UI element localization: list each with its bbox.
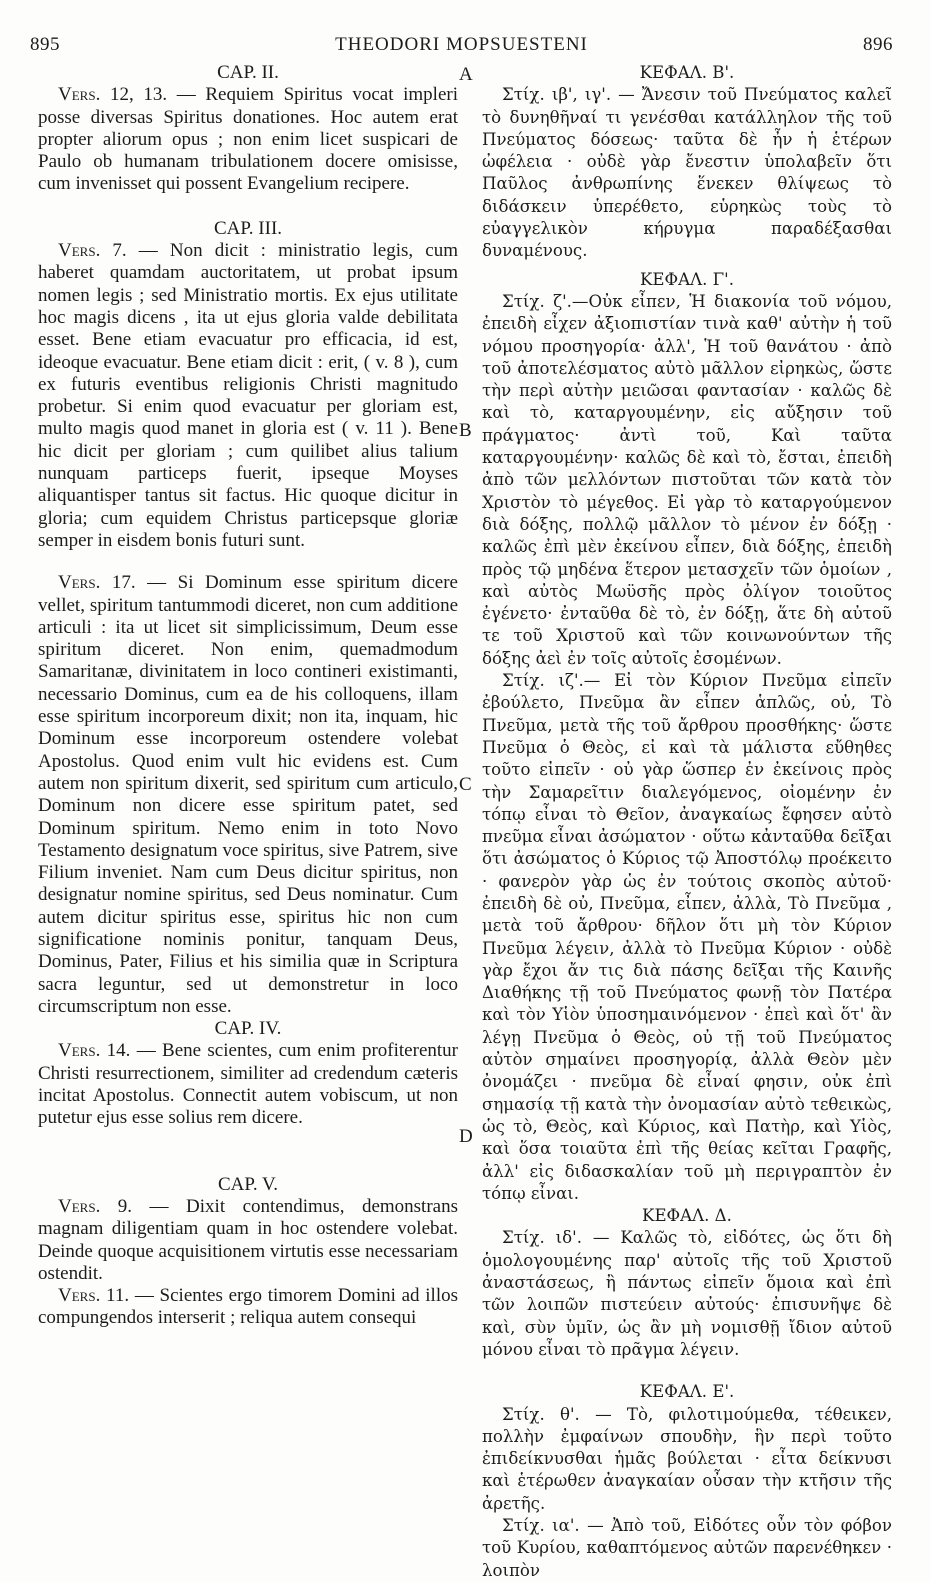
verse-paragraph: Στίχ. ζ'.—Οὐκ εἶπεν, Ἡ διακονία τοῦ νόμου, ἐπειδὴ εἶχεν ἀξιοπιστίαν τινὰ καθ' αὐτὴν ἡ τοῦ νόμου προσηγορία· ἀλλ', Ἡ τοῦ θανάτου · ἀπὸ τοῦ ἀποτελέσματος αὐτὸ μᾶλλον εἰρηκὼς, ὥστε τὴν περὶ αὐτὴν μειῶσαι φαντασίαν · καλῶς δὲ καὶ τὸ, καταργουμένην, εἰς αὔξησιν τοῦ πράγματος· ἀντὶ τοῦ, Καὶ ταῦτα καταργουμένην· καλῶς δὲ καὶ τὸ, ἔσται, ἐπειδὴ ἀπὸ τῶν μελλόντων πιστοῦται τῶν κατὰ τὸν Χριστὸν τὸ μέγεθος. Εἰ γὰρ τὸ καταργούμενον διὰ δόξης, πολλῷ μᾶλλον τὸ μένον ἐν δόξῃ · καλῶς ἐπὶ μὲν ἐκείνου εἶπεν, διὰ δόξης, ἐπειδὴ πρὸς τῷ μηδένα ἕτερον μετασχεῖν τῶν ὁμοίων , καὶ αὐτὸς Μωϋσῆς πρὸς ὀλίγον τοιοῦτος ἐγένετο· ἐνταῦθα δὲ τὸ, ἐν δόξῃ, ἅτε δὴ αὐτοῦ τε τοῦ Χριστοῦ καὶ τῶν κοινωνούντων τῆς δόξης ἀεὶ ἐν τοῖς αὐτοῖς ἐσομένων. bbox=[482, 291, 892, 668]
verse-text: — Scientes ergo timorem Domini ad illos compungendos interserit ; reliqua autem consequi bbox=[38, 1285, 458, 1329]
verse-label: Vers. 12, 13. bbox=[58, 84, 168, 106]
verse-paragraph: Στίχ. ια'. — Ἀπὸ τοῦ, Εἰδότες οὖν τὸν φόβον τοῦ Κυρίου, καθαπτόμενος αὐτῶν παρενέθηκεν · λοιπὸν bbox=[482, 1516, 892, 1580]
verse-text: — Dixit contendimus, demonstrans magnam diligentiam quam in hoc ostendere volebat. Deinde quoque acquisitionem virtutis esse necessariam ostendit. bbox=[38, 1195, 458, 1284]
verse-paragraph bbox=[38, 1196, 458, 1285]
verse-text: — Bene scientes, cum enim profiterentur Christi resurrectionem, similiter ad credendum cæteris incitat Apostolus. Connectit autem vobiscum, ut non putetur ejus esse solius rem dicere. bbox=[38, 1040, 458, 1129]
page-number-right: 896 bbox=[863, 34, 893, 55]
verse-label: Vers. 11. bbox=[58, 1285, 130, 1307]
chapter-heading: ΚΕΦΑΛ. Ε'. bbox=[639, 1382, 735, 1402]
verse-paragraph bbox=[38, 84, 458, 195]
verse-text: — Requiem Spiritus vocat impleri posse diversas Spiritus donationes. Hoc autem erat propter aliorum opus ; non enim licet suspicari de Paulo ob humanam tribulationem docere omisisse, cum invenisset qui possent Evangelium recipere. bbox=[38, 84, 458, 195]
verse-text: — Si Dominum esse spiritum dicere vellet, spiritum tantummodi diceret, non cum additione articuli : ita ut licet sit simplicissimum, Deum esse spiritum diceret. Non enim, quemadmodum Samaritanæ, divinitatem in loco contineri existimanti, necessario Dominus, cum ea de his colloquens, illam esse spiritum incorporeum dixit; non ita, inquam, hic Dominum esse incorporeum ostendere volebat Apostolus. Quod enim vult hic evidens est. Cum autem non spiritum dixerit, sed spiritum cum articulo, Dominum non dicere esse spiritum patet, sed Dominum spiritum. Nemo enim in toto Novo Testamento designatum voce spiritus, sive Patrem, sive Filium inveniet. Nam cum Deus dicitur spiritus, non designatur nomine spiritus, sed Deus nominatur. Cum autem dicitur spiritus esse, spiritus hic non cum significatione nominis ponitur, tanquam Deus, Dominus, Pater, Filius et his similia quæ in Scriptura sacra leguntur, sed ut demonstretur in loco circumscriptum non esse. bbox=[38, 572, 458, 1017]
verse-paragraph: Στίχ. ιδ'. — Καλῶς τὸ, εἰδότες, ὡς ὅτι δὴ ὁμολογουμένης παρ' αὐτοῖς τῆς τοῦ Χριστοῦ ἀναστάσεως, ἢ πάντως εἰπεῖν ὅμοια καὶ ἐπὶ τῶν λοιπῶν πιστεύειν αὐτούς· ἐπισυνῆψε δὲ καὶ, σὺν ὑμῖν, ὡς ἂν μὴ νομισθῇ ἴδιον αὐτοῦ μόνου εἶναι τὸ πρᾶγμα λέγειν. bbox=[482, 1228, 892, 1359]
latin-column bbox=[38, 62, 458, 1330]
verse-label: Vers. 14. bbox=[58, 1040, 131, 1062]
section-marker-d: D bbox=[459, 1126, 473, 1147]
verse-label: Vers. 7. bbox=[58, 240, 127, 262]
verse-text: — Non dicit : ministratio legis, cum haberet quamdam auctoritatem, ut probat ipsum nomen legis ; sed Ministratio mortis. Ex ejus utilitate hoc magis dicens , ita ut ejus gloria valde debilitata esset. Bene etiam evacuatur pro efficacia, id est, ideoque evacuatur. Bene etiam dicit : erit, ( v. 8 ), cum ex futuris eventibus religionis Christi magnitudo probetur. Si enim quod evacuatur per gloriam est, multo magis quod manet in gloria est ( v. 11 ). Bene hic dicit per gloriam ; cum quilibet alius talium nunquam particeps fuerit, ipseque Moyses aliquantisper tantus sit factus. Hic quoque dicitur in gloria; cum equidem Christus particepsque gloriæ semper in eisdem bonis futuri sunt. bbox=[38, 240, 458, 551]
verse-label: Vers. 17. bbox=[58, 572, 136, 594]
chapter-heading: ΚΕΦΑΛ. Δ. bbox=[642, 1206, 732, 1226]
chapter-heading: CAP. II. bbox=[217, 62, 279, 83]
verse-paragraph: Στίχ. θ'. — Τὸ, φιλοτιμούμεθα, τέθεικεν, πολλὴν ἐμφαίνων σπουδὴν, ἣν περὶ τοῦτο ἐπιδείκνυσθαι ἡμᾶς βούλεται · εἶτα δείκνυσι καὶ ἑτέρωθεν ἀναγκαίαν οὖσαν τὴν κτῆσιν τῆς ἀρετῆς. bbox=[482, 1404, 892, 1513]
chapter-heading: ΚΕΦΑΛ. Γ'. bbox=[640, 269, 734, 289]
chapter-heading: CAP. V. bbox=[217, 1173, 279, 1195]
section-marker-c: C bbox=[459, 774, 472, 795]
verse-paragraph: Στίχ. ιζ'.— Εἰ τὸν Κύριον Πνεῦμα εἰπεῖν ἐβούλετο, Πνεῦμα ἂν εἶπεν ἁπλῶς, οὐ, Τὸ Πνεῦμα, μετὰ τῆς τοῦ ἄρθρου προσθήκης· ὥστε Πνεῦμα ὁ Θεὸς, εἰ καὶ τὰ μάλιστα εὔθηθες τοῦτο εἰπεῖν · οὐ γὰρ ὥσπερ ἐν ἐκείνοις πρὸς τὴν Σαμαρεῖτιν διαλεγόμενος, οἰομένην ἐν τόπῳ εἶναι τὸ Θεῖον, ἀναγκαίως ἔφησεν αὐτὸ πνεῦμα εἶναι ἀσώματον · οὕτω κἀνταῦθα δεῖξαι ὅτι ἀσώματος ὁ Κύριος τῷ Ἀποστόλῳ προέκειτο · φανερὸν γὰρ ὡς ἐν τούτοις σκοπὸς αὐτοῦ· ἐπειδὴ δὲ οὐ, Πνεῦμα, εἶπεν, ἀλλὰ, Τὸ Πνεῦμα , μετὰ τοῦ ἄρθρου· δῆλον ὅτι μὴ τὸν Κύριον Πνεῦμα λέγειν, ἀλλὰ τὸ Πνεῦμα Κύριον · οὐδὲ γὰρ ἔχοι ἄν τις διὰ πάσης δεῖξαι τῆς Καινῆς Διαθήκης τῇ τοῦ Πνεύματος φωνῇ τὸν Πατέρα καὶ τὸν Υἱὸν ὑποσημαινόμενον · ἐπεὶ καὶ ὅτ' ἂν λέγῃ Πνεῦμα ὁ Θεὸς, οὐ τῇ τοῦ Πνεύματος αὐτὸν σημαίνει προσηγορίᾳ, ἀλλὰ Θεὸν μὲν ὀνομάζει · πνεῦμα δὲ εἶναί φησιν, οὐκ ἐπὶ σημασίᾳ τῇ κατὰ τὴν ὀνομασίαν αὐτὸ τεθεικὼς, ὡς τὸ, Θεὸς, καὶ Κύριος, καὶ Πατὴρ, καὶ Υἱὸς, καὶ ὅσα τοιαῦτα ἐπὶ τῆς θείας κεῖται Γραφῆς, ἀλλ' εἰς διδασκαλίαν τοῦ μὴ περιγραπτὸν ἐν τόπῳ εἶναι. bbox=[482, 671, 892, 1203]
verse-label: Vers. 9. bbox=[58, 1195, 133, 1217]
verse-paragraph: Στίχ. ιβ', ιγ'. — Ἄνεσιν τοῦ Πνεύματος καλεῖ τὸ δυνηθῆναί τι γενέσθαι κατάλληλον τῆς τοῦ Πνεύματος δόσεως· ταῦτα δὲ ἦν ἡ ἑτέρων ὠφέλεια · οὐδὲ γὰρ ἔνεστιν ὑπολαβεῖν ὅτι Παῦλος ἀνθρωπίνης ἕνεκεν θλίψεως τὸ διδάσκειν ὑπερέθετο, εὑρηκὼς τοὺς τὸ εὐαγγελικὸν κήρυγμα παραδέξασθαι δυναμένους. bbox=[482, 85, 892, 261]
verse-paragraph bbox=[38, 240, 458, 552]
section-marker-b: B bbox=[459, 420, 472, 441]
page-number-left: 895 bbox=[30, 34, 60, 55]
chapter-heading: CAP. IV. bbox=[214, 1018, 282, 1040]
chapter-heading: ΚΕΦΑΛ. Β'. bbox=[639, 63, 735, 82]
greek-column bbox=[482, 62, 892, 1582]
chapter-heading: CAP. III. bbox=[213, 217, 283, 239]
page-header bbox=[30, 34, 893, 60]
running-title: THEODORI MOPSUESTENI bbox=[335, 34, 588, 55]
verse-paragraph bbox=[38, 1040, 458, 1129]
verse-paragraph bbox=[38, 572, 458, 1018]
verse-paragraph bbox=[38, 1285, 458, 1330]
section-marker-a: A bbox=[459, 64, 473, 85]
